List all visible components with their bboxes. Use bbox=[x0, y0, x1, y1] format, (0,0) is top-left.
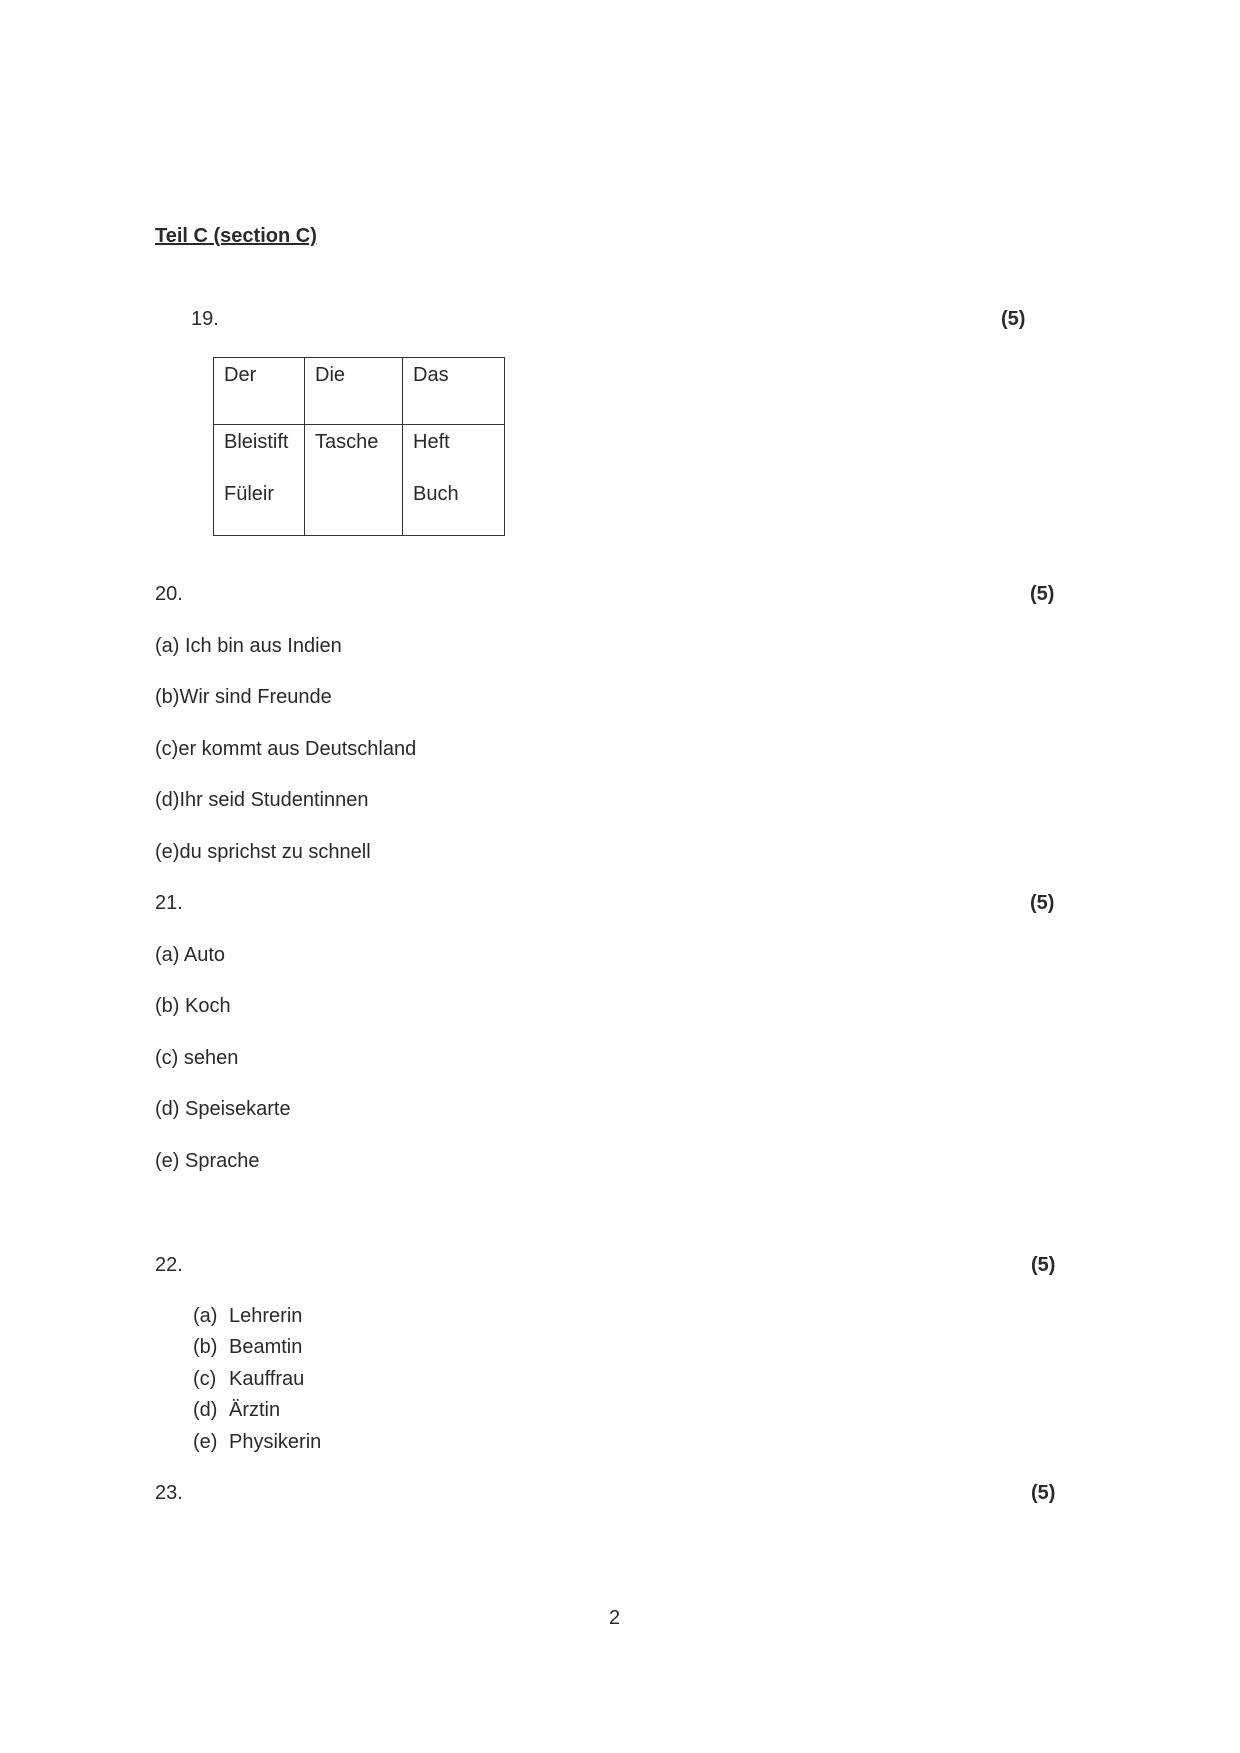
table-header-der: Der bbox=[214, 358, 305, 425]
article-table-body-row bbox=[214, 425, 505, 536]
section-heading: Teil C (section C) bbox=[155, 225, 317, 247]
table-cell-der bbox=[214, 425, 305, 536]
question-22-marks: (5) bbox=[1031, 1254, 1056, 1276]
question-23-marks: (5) bbox=[1031, 1482, 1056, 1504]
answer-item-text: Beamtin bbox=[229, 1336, 303, 1358]
question-19-number: 19. bbox=[191, 308, 219, 330]
answer-item-text: Ärztin bbox=[229, 1399, 281, 1421]
answer-item: (a) Auto bbox=[155, 944, 226, 966]
answer-item: (c) sehen bbox=[155, 1047, 239, 1069]
answer-item-text: Kauffrau bbox=[229, 1368, 305, 1390]
question-19-marks: (5) bbox=[1001, 308, 1026, 330]
table-header-die: Die bbox=[305, 358, 403, 425]
question-20-marks: (5) bbox=[1030, 583, 1055, 605]
table-cell-das bbox=[403, 425, 505, 536]
question-21-number: 21. bbox=[155, 892, 183, 914]
answer-item-label: (c) bbox=[193, 1368, 217, 1390]
answer-item-label: (e) bbox=[193, 1431, 218, 1453]
answer-item-label: (b) bbox=[193, 1336, 218, 1358]
question-20-number: 20. bbox=[155, 583, 183, 605]
answer-item-text: Physikerin bbox=[229, 1431, 322, 1453]
answer-item: (d) Speisekarte bbox=[155, 1098, 291, 1120]
article-table-header-row bbox=[214, 358, 505, 425]
answer-item: (c)er kommt aus Deutschland bbox=[155, 738, 417, 760]
question-22-number: 22. bbox=[155, 1254, 183, 1276]
table-word: Bleistift bbox=[224, 431, 289, 453]
answer-item: (d)Ihr seid Studentinnen bbox=[155, 789, 369, 811]
answer-item-text: Lehrerin bbox=[229, 1305, 303, 1327]
question-23-number: 23. bbox=[155, 1482, 183, 1504]
table-header-das: Das bbox=[403, 358, 505, 425]
answer-item-label: (a) bbox=[193, 1305, 218, 1327]
question-21-marks: (5) bbox=[1030, 892, 1055, 914]
table-word: Tasche bbox=[315, 431, 379, 453]
page-number: 2 bbox=[609, 1607, 621, 1629]
table-word: Füleir bbox=[224, 483, 275, 505]
table-cell-die bbox=[305, 425, 403, 536]
table-word: Heft bbox=[413, 431, 450, 453]
answer-item: (b) Koch bbox=[155, 995, 231, 1017]
answer-item: (b)Wir sind Freunde bbox=[155, 686, 332, 708]
answer-item: (e) Sprache bbox=[155, 1150, 260, 1172]
answer-item-label: (d) bbox=[193, 1399, 218, 1421]
answer-item: (e)du sprichst zu schnell bbox=[155, 841, 371, 863]
article-table bbox=[213, 357, 505, 536]
table-word: Buch bbox=[413, 483, 459, 505]
answer-item: (a) Ich bin aus Indien bbox=[155, 635, 342, 657]
